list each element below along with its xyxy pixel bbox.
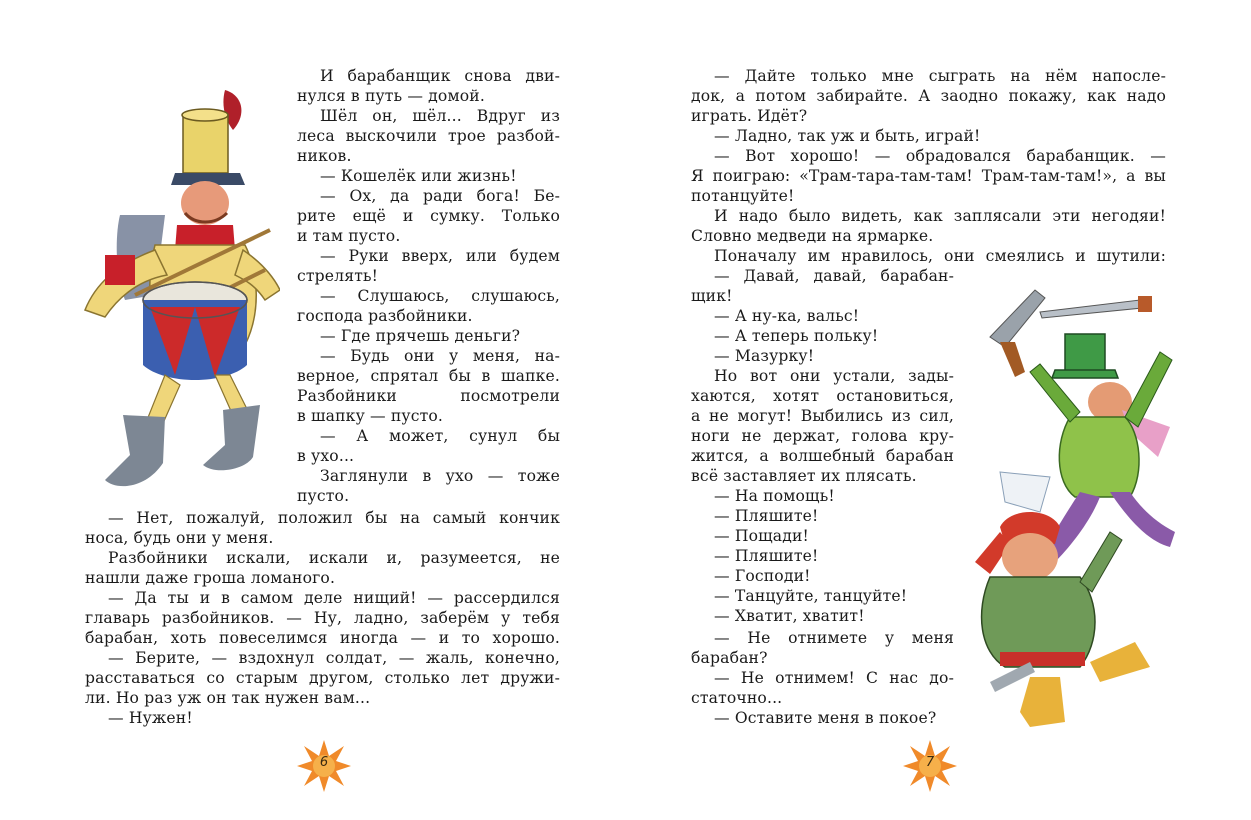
text-line: главарь разбойников. — Ну, ладно, заберём у тебя (85, 609, 560, 627)
text-line: — Слушаюсь, слушаюсь, (320, 287, 560, 305)
text-line: И барабанщик снова дви- (320, 67, 560, 85)
text-line: Шёл он, шёл... Вдруг из (320, 107, 560, 125)
text-line: а не могут! Выбились из сил, (691, 407, 954, 425)
text-line: И надо было видеть, как заплясали эти негодяи! (714, 207, 1166, 225)
text-line: — Нужен! (108, 709, 193, 727)
text-line: Разбойники посмотрели (297, 387, 560, 405)
text-line: ноги не держат, голова кру- (691, 427, 954, 445)
text-line: док, а потом забирайте. А заодно покажу, как надо (691, 87, 1166, 105)
text-line: потанцуйте! (691, 187, 795, 205)
text-line: господа разбойники. (297, 307, 473, 325)
text-line: стрелять! (297, 267, 379, 285)
text-line: — Берите, — вздохнул солдат, — жаль, конечно, (108, 649, 560, 667)
text-line: — Ладно, так уж и быть, играй! (714, 127, 981, 145)
page-number-badge (902, 738, 958, 794)
text-line: статочно... (691, 689, 783, 707)
text-line: хаются, хотят остановиться, (691, 387, 954, 405)
text-line: — Давай, давай, барабан- (714, 267, 954, 285)
text-line: Но вот они устали, зады- (714, 367, 954, 385)
text-line: пусто. (297, 487, 350, 505)
text-line: в ухо... (297, 447, 355, 465)
text-line: — Хватит, хватит! (714, 607, 865, 625)
page-number: 7 (925, 755, 935, 770)
text-line: — Господи! (714, 567, 811, 585)
text-line: — Пощади! (714, 527, 809, 545)
text-line: Словно медведи на ярмарке. (691, 227, 934, 245)
text-line: — А ну-ка, вальс! (714, 307, 860, 325)
text-line: — Пляшите! (714, 507, 819, 525)
text-line: — Пляшите! (714, 547, 819, 565)
text-line: — Не отнимем! С нас до- (714, 669, 954, 687)
text-line: рите ещё и сумку. Только (297, 207, 560, 225)
text-line: — Вот хорошо! — обрадовался барабанщик. — (714, 147, 1166, 165)
page-number-badge (296, 738, 352, 794)
text-line: ли. Но раз уж он так нужен вам... (85, 689, 371, 707)
page-number: 6 (319, 755, 329, 770)
text-line: — А может, сунул бы (320, 427, 560, 445)
text-line: верное, спрятал бы в шапке. (297, 367, 560, 385)
text-line: носа, будь они у меня. (85, 529, 274, 547)
drummer-illustration (75, 85, 280, 495)
text-line: жится, а волшебный барабан (691, 447, 954, 465)
text-line: играть. Идёт? (691, 107, 808, 125)
text-line: — Кошелёк или жизнь! (320, 167, 517, 185)
text-line: нулся в путь — домой. (297, 87, 485, 105)
text-line: Разбойники искали, искали и, разумеется, не (108, 549, 560, 567)
text-line: — Оставите меня в покое? (714, 709, 937, 727)
text-line: нашли даже гроша ломаного. (85, 569, 336, 587)
text-line: в шапку — пусто. (297, 407, 444, 425)
text-line: — Где прячешь деньги? (320, 327, 521, 345)
text-line: всё заставляет их плясать. (691, 467, 917, 485)
text-line: — Не отнимете у меня (714, 629, 954, 647)
robbers-illustration (960, 282, 1200, 742)
text-line: барабан, хоть повеселимся иногда — и то хорошо. (85, 629, 560, 647)
text-line: — Мазурку! (714, 347, 815, 365)
text-line: — Танцуйте, танцуйте! (714, 587, 908, 605)
text-line: — Дайте только мне сыграть на нём напосле- (714, 67, 1166, 85)
text-line: — На помощь! (714, 487, 835, 505)
text-line: барабан? (691, 649, 768, 667)
text-line: — Да ты и в самом деле нищий! — рассердился (108, 589, 560, 607)
text-line: Поначалу им нравилось, они смеялись и шутили: (714, 247, 1166, 265)
text-line: — Ох, да ради бога! Бе- (320, 187, 560, 205)
text-line: леса выскочили трое разбой- (297, 127, 560, 145)
text-line: — А теперь польку! (714, 327, 879, 345)
text-line: Я поиграю: «Трам-тара-там-там! Трам-там-там!», а вы (691, 167, 1166, 185)
text-line: — Руки вверх, или будем (320, 247, 560, 265)
text-line: расставаться со старым другом, столько лет дружи- (85, 669, 560, 687)
text-line: и там пусто. (297, 227, 401, 245)
text-line: щик! (691, 287, 733, 305)
text-line: — Будь они у меня, на- (320, 347, 560, 365)
text-line: Заглянули в ухо — тоже (320, 467, 560, 485)
text-line: ников. (297, 147, 352, 165)
text-line: — Нет, пожалуй, положил бы на самый кончик (108, 509, 560, 527)
